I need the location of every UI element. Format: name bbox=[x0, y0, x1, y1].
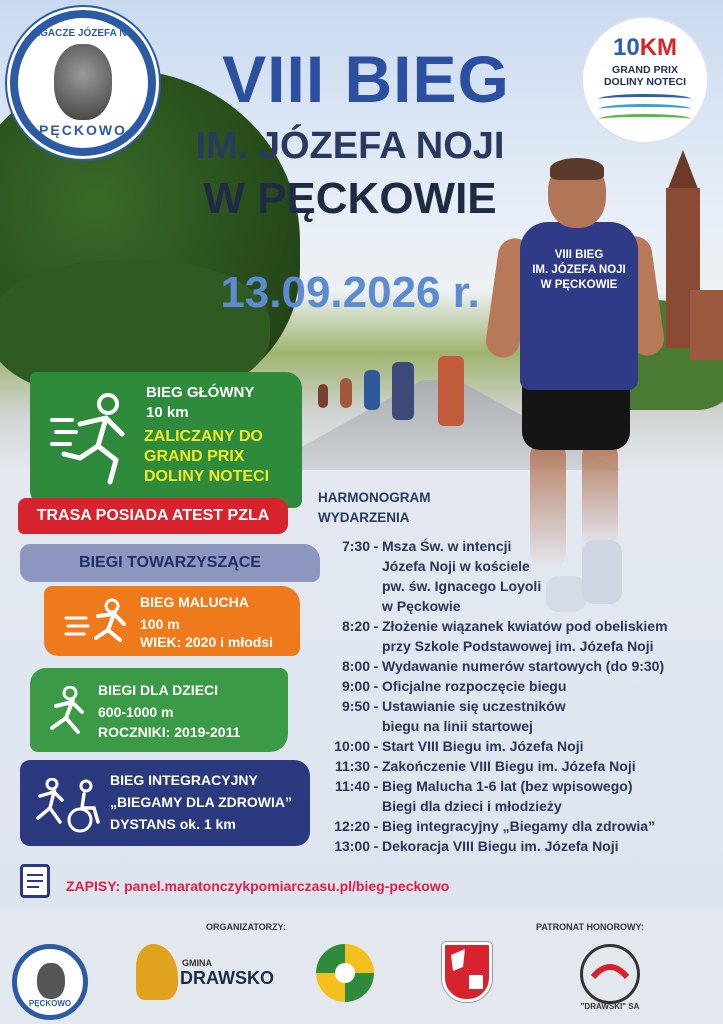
schedule-desc: Msza Św. w intencji bbox=[382, 538, 512, 554]
schedule-title-line: WYDARZENIA bbox=[318, 510, 410, 525]
gp-line2: DOLINY NOTECI bbox=[603, 76, 687, 88]
schedule-time bbox=[306, 596, 370, 616]
main-run-box bbox=[30, 372, 302, 508]
schedule-dash bbox=[370, 796, 382, 816]
gmina-drawsko-logo bbox=[136, 944, 274, 1000]
schedule-time: 10:00 bbox=[334, 738, 370, 754]
schedule-time bbox=[306, 716, 370, 736]
kids-run-distance: 600-1000 m bbox=[98, 704, 174, 720]
schedule-dash: - bbox=[373, 838, 379, 854]
title-line3: W PĘCKOWIE bbox=[203, 174, 497, 223]
runner-icon bbox=[50, 390, 136, 486]
kids-run-box bbox=[30, 668, 288, 752]
schedule-dash: - bbox=[373, 738, 379, 754]
main-run-distance: 10 km bbox=[146, 404, 189, 421]
schedule-time: 11:40 bbox=[334, 778, 370, 794]
wave-icon bbox=[599, 104, 691, 114]
kids-run-title: BIEGI DLA DZIECI bbox=[98, 682, 219, 698]
schedule-desc: Biegi dla dzieci i młodzieży bbox=[382, 798, 562, 814]
schedule-desc: Dekoracja VIII Biegu im. Józefa Noji bbox=[382, 838, 619, 854]
registration-link[interactable]: ZAPISY: panel.maratonczykpomiarczasu.pl/bieg-peckowo bbox=[66, 878, 450, 894]
flower-center bbox=[335, 963, 355, 983]
integration-run-box bbox=[20, 760, 310, 846]
schedule-dash bbox=[370, 576, 382, 596]
grand-prix-logo bbox=[583, 18, 707, 142]
main-run-title: BIEG GŁÓWNY bbox=[146, 384, 255, 401]
schedule-dash bbox=[370, 636, 382, 656]
schedule-time: 7:30 bbox=[341, 538, 370, 554]
schedule-row bbox=[306, 816, 716, 836]
title-line2: IM. JÓZEFA NOJI bbox=[195, 125, 505, 167]
schedule-time: 11:30 bbox=[334, 758, 370, 774]
runner-hair bbox=[550, 158, 604, 180]
schedule-title bbox=[318, 488, 431, 528]
foundry-ring-icon bbox=[580, 944, 640, 1004]
schedule-desc: pw. św. Ignacego Loyoli bbox=[382, 578, 542, 594]
schedule-time: 9:00 bbox=[341, 678, 370, 694]
integration-run-distance: DYSTANS ok. 1 km bbox=[110, 816, 236, 832]
title-line1: VIII BIEG bbox=[222, 42, 510, 116]
gp-distance bbox=[583, 34, 707, 62]
shirt-line: W PĘCKOWIE bbox=[540, 279, 618, 291]
schedule-desc: Ustawianie się uczestników bbox=[382, 698, 566, 714]
schedule-dash: - bbox=[373, 618, 379, 634]
schedule-time bbox=[306, 556, 370, 576]
toddler-run-distance: 100 m bbox=[140, 616, 180, 632]
schedule-row bbox=[306, 636, 716, 656]
event-date: 13.09.2026 r. bbox=[220, 268, 480, 317]
church-body bbox=[690, 290, 723, 360]
schedule-dash: - bbox=[373, 818, 379, 834]
coat-of-arms-icon bbox=[442, 942, 492, 1002]
drawsko-label: DRAWSKO bbox=[180, 968, 274, 988]
bg-runner bbox=[438, 356, 464, 426]
wheelchair-runner-icon bbox=[30, 778, 106, 834]
schedule-dash bbox=[370, 556, 382, 576]
schedule-dash bbox=[370, 716, 382, 736]
clipboard-icon bbox=[20, 864, 50, 898]
gp-line1: GRAND PRIX bbox=[612, 64, 678, 76]
kids-runner-icon bbox=[40, 686, 92, 738]
schedule-desc: Bieg integracyjny „Biegamy dla zdrowia” bbox=[382, 818, 656, 834]
portrait-icon bbox=[37, 963, 65, 999]
shirt-print bbox=[520, 248, 638, 293]
schedule-dash: - bbox=[373, 538, 379, 554]
schedule-row bbox=[306, 536, 716, 556]
wave-icon bbox=[599, 94, 691, 104]
logo-bottom-text: PĘCKOWO bbox=[39, 122, 127, 138]
atest-banner: TRASA POSIADA ATEST PZLA bbox=[18, 498, 288, 534]
schedule-list bbox=[306, 536, 716, 856]
patronage-label: PATRONAT HONOROWY: bbox=[536, 922, 644, 932]
schedule-desc: Wydawanie numerów startowych (do 9:30) bbox=[382, 658, 665, 674]
schedule-time bbox=[306, 796, 370, 816]
side-runs-header: BIEGI TOWARZYSZĄCE bbox=[20, 544, 320, 582]
schedule-desc: przy Szkole Podstawowej im. Józefa Noji bbox=[382, 638, 654, 654]
wave-icon bbox=[599, 114, 691, 124]
flower-logo-icon bbox=[316, 944, 374, 1002]
schedule-time: 8:20 bbox=[341, 618, 370, 634]
schedule-dash: - bbox=[373, 758, 379, 774]
schedule-time: 9:50 bbox=[341, 698, 370, 714]
schedule-dash: - bbox=[373, 678, 379, 694]
schedule-row bbox=[306, 736, 716, 756]
schedule-time: 8:00 bbox=[341, 658, 370, 674]
schedule-desc: w Pęckowie bbox=[382, 598, 461, 614]
footer-logo-text: PĘCKOWO bbox=[28, 999, 72, 1008]
integration-run-title: BIEG INTEGRACYJNY bbox=[110, 772, 258, 788]
logo-top-text: BIEGACZE JÓZEFA NOJI bbox=[23, 28, 143, 39]
schedule-desc: Oficjalne rozpoczęcie biegu bbox=[382, 678, 567, 694]
schedule-dash: - bbox=[373, 698, 379, 714]
schedule-time bbox=[306, 576, 370, 596]
schedule-row bbox=[306, 676, 716, 696]
club-logo bbox=[10, 10, 156, 156]
schedule-row bbox=[306, 776, 716, 796]
shirt-line: IM. JÓZEFA NOJI bbox=[532, 264, 626, 276]
schedule-row bbox=[306, 596, 716, 616]
child-runner-icon bbox=[64, 598, 132, 646]
toddler-run-age: WIEK: 2020 i młodsi bbox=[140, 634, 274, 650]
bg-runner bbox=[392, 362, 414, 420]
schedule-time: 12:20 bbox=[334, 818, 370, 834]
schedule-dash: - bbox=[373, 658, 379, 674]
schedule-row bbox=[306, 696, 716, 716]
schedule-row bbox=[306, 656, 716, 676]
schedule-row bbox=[306, 796, 716, 816]
main-run-gp: GRAND PRIX bbox=[144, 448, 245, 465]
kids-run-years: ROCZNIKI: 2019-2011 bbox=[98, 724, 241, 740]
footer-club-logo bbox=[12, 944, 88, 1020]
odlewnia-label: "DRAWSKI" SA bbox=[580, 1002, 640, 1011]
integration-run-subtitle: „BIEGAMY DLA ZDROWIA” bbox=[110, 794, 292, 810]
schedule-time bbox=[306, 636, 370, 656]
bg-runner bbox=[318, 384, 328, 408]
schedule-desc: Zakończenie VIII Biegu im. Józefa Noji bbox=[382, 758, 636, 774]
schedule-desc: Złożenie wiązanek kwiatów pod obeliskiem bbox=[382, 618, 668, 634]
schedule-row bbox=[306, 556, 716, 576]
gmina-label: GMINA bbox=[182, 958, 212, 968]
schedule-desc: biegu na linii startowej bbox=[382, 718, 533, 734]
schedule-time: 13:00 bbox=[334, 838, 370, 854]
schedule-dash: - bbox=[373, 778, 379, 794]
bg-runner bbox=[364, 370, 380, 410]
schedule-title-line: HARMONOGRAM bbox=[318, 490, 431, 505]
portrait-icon bbox=[54, 44, 112, 120]
schedule-row bbox=[306, 756, 716, 776]
organizers-label: ORGANIZATORZY: bbox=[206, 922, 286, 932]
bg-runner bbox=[340, 378, 352, 408]
shirt-line: VIII BIEG bbox=[554, 249, 604, 261]
deer-icon bbox=[136, 944, 178, 1000]
schedule-desc: Start VIII Biegu im. Józefa Noji bbox=[382, 738, 584, 754]
schedule-row bbox=[306, 716, 716, 736]
gp-ten: 10 bbox=[612, 34, 640, 61]
gp-km: KM bbox=[639, 34, 678, 61]
schedule-desc: Bieg Malucha 1-6 lat (bez wpisowego) bbox=[382, 778, 633, 794]
schedule-row bbox=[306, 576, 716, 596]
schedule-row bbox=[306, 836, 716, 856]
main-run-gp: DOLINY NOTECI bbox=[144, 468, 270, 485]
schedule-desc: Józefa Noji w kościele bbox=[382, 558, 530, 574]
main-run-gp: ZALICZANY DO bbox=[144, 428, 263, 445]
schedule-dash bbox=[370, 596, 382, 616]
toddler-run-box bbox=[44, 586, 300, 656]
runner-leg bbox=[582, 440, 618, 550]
toddler-run-title: BIEG MALUCHA bbox=[140, 594, 249, 610]
odlewnia-logo bbox=[572, 940, 648, 1010]
schedule-row bbox=[306, 616, 716, 636]
